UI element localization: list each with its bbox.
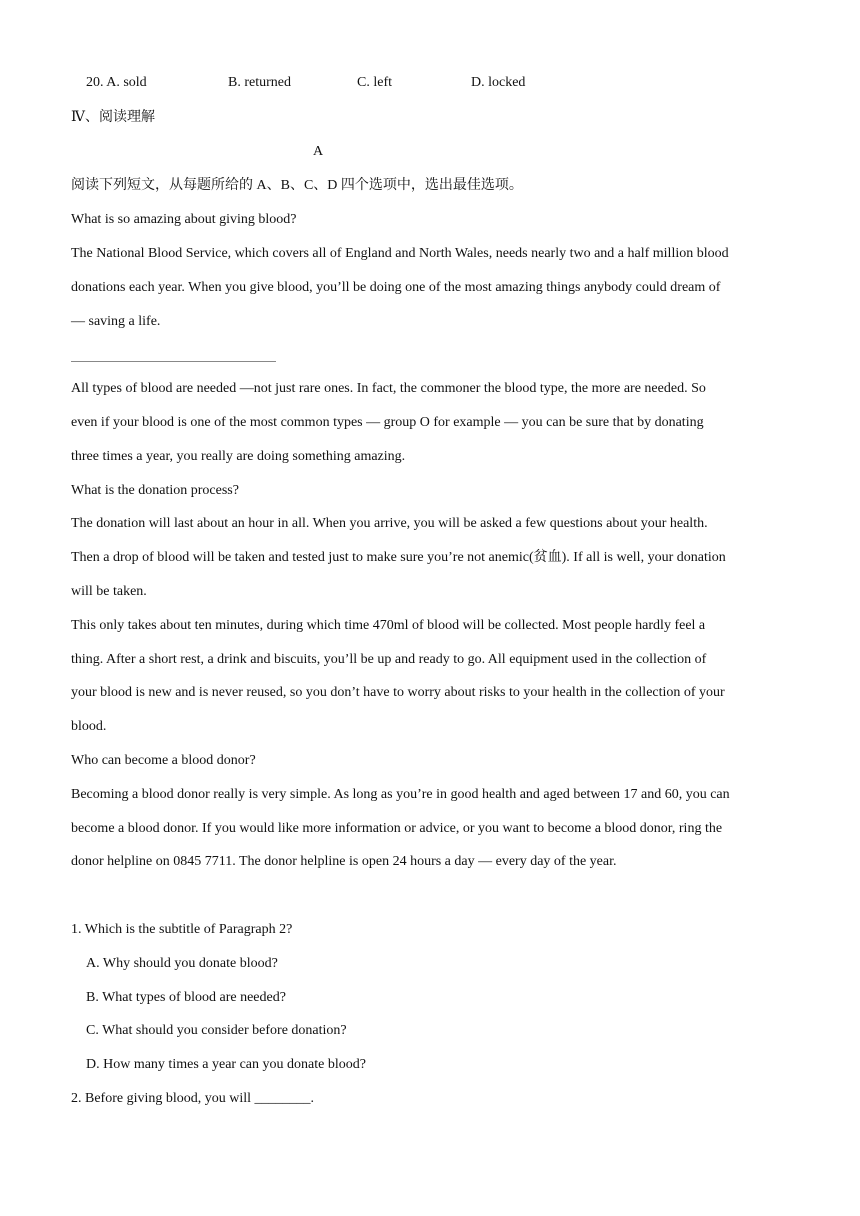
passage-line: The National Blood Service, which covers all of England and North Wales, needs nearly two and a half million blood bbox=[71, 246, 729, 261]
question-1-stem: 1. Which is the subtitle of Paragraph 2? bbox=[71, 922, 293, 937]
passage-line: even if your blood is one of the most common types — group O for example — you can be sure that by donating bbox=[71, 415, 704, 430]
section-instruction: 阅读下列短文，从每题所给的 A、B、C、D 四个选项中，选出最佳选项。 bbox=[71, 178, 523, 193]
passage-subheading: Who can become a blood donor? bbox=[71, 753, 256, 768]
passage-line: become a blood donor. If you would like more information or advice, or you want to become a blood donor, ring the bbox=[71, 821, 723, 836]
passage-title: What is so amazing about giving blood? bbox=[71, 212, 297, 227]
question-1-option: D. How many times a year can you donate blood? bbox=[86, 1057, 366, 1072]
question-1-option: C. What should you consider before donation? bbox=[86, 1023, 347, 1038]
passage-line: blood. bbox=[71, 719, 107, 734]
passage-line: three times a year, you really are doing something amazing. bbox=[71, 449, 406, 464]
question-1-option: B. What types of blood are needed? bbox=[86, 990, 286, 1005]
q20-option-c: C. left bbox=[357, 75, 392, 90]
q20-option-b: B. returned bbox=[228, 75, 291, 90]
q20-option-a: 20. A. sold bbox=[86, 75, 147, 90]
passage-line: your blood is new and is never reused, so you don’t have to worry about risks to your health in the collection of your bbox=[71, 685, 725, 700]
passage-letter: A bbox=[313, 144, 324, 159]
passage-line: will be taken. bbox=[71, 584, 147, 599]
passage-subheading: What is the donation process? bbox=[71, 483, 239, 498]
passage-line: — saving a life. bbox=[71, 314, 161, 329]
passage-line: thing. After a short rest, a drink and biscuits, you’ll be up and ready to go. All equipment used in the collection of bbox=[71, 652, 707, 667]
passage-line: This only takes about ten minutes, during which time 470ml of blood will be collected. Most people hardly feel a bbox=[71, 618, 706, 633]
q20-option-d: D. locked bbox=[471, 75, 526, 90]
passage-line: The donation will last about an hour in all. When you arrive, you will be asked a few questions about your health. bbox=[71, 516, 708, 531]
passage-line: donor helpline on 0845 7711. The donor helpline is open 24 hours a day — every day of the year. bbox=[71, 854, 617, 869]
passage-line: Then a drop of blood will be taken and tested just to make sure you’re not anemic(贫血). If all is well, your donation bbox=[71, 550, 726, 565]
subtitle-blank bbox=[71, 361, 276, 362]
question-1-option: A. Why should you donate blood? bbox=[86, 956, 278, 971]
section-heading: Ⅳ、阅读理解 bbox=[71, 110, 155, 125]
passage-line: donations each year. When you give blood, you’ll be doing one of the most amazing things anybody could dream of bbox=[71, 280, 721, 295]
passage-line: Becoming a blood donor really is very simple. As long as you’re in good health and aged between 17 and 60, you can bbox=[71, 787, 730, 802]
question-2-stem: 2. Before giving blood, you will ________. bbox=[71, 1091, 315, 1106]
passage-line: All types of blood are needed —not just rare ones. In fact, the commoner the blood type, the more are needed. So bbox=[71, 381, 706, 396]
